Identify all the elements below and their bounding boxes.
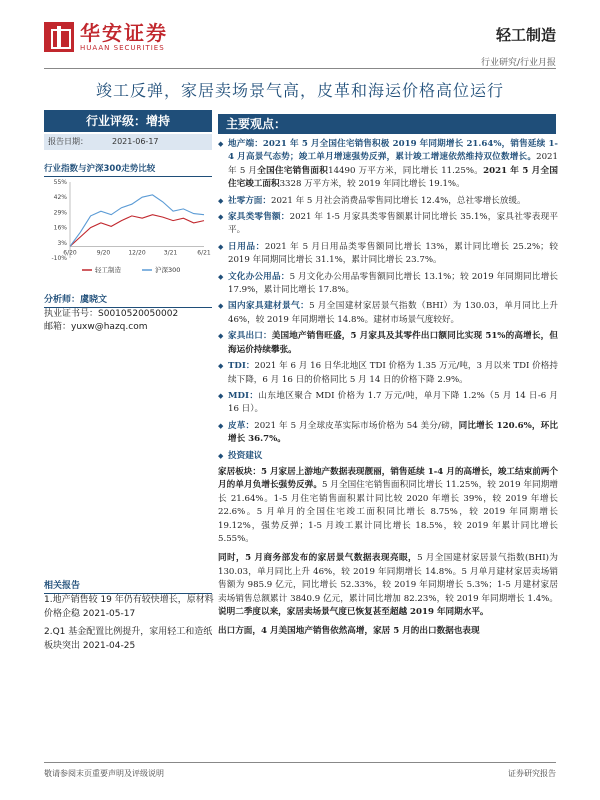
brand-logo [44, 22, 168, 52]
bullet-lead: 文化办公用品： [228, 271, 290, 282]
bullet-tdi [218, 360, 558, 387]
bullet-office-supplies [218, 271, 558, 298]
analyst-info [44, 308, 178, 334]
chart-title: 行业指数与沪深300走势比较 [44, 162, 212, 177]
bullet-text: 14490 万平方米，同比增长 11.25%。 [328, 165, 484, 176]
para-bold: 同时，5 月商务部发布的家居景气数据表现亮眼， [218, 553, 418, 564]
x-tick-label: 6/21 [197, 249, 211, 257]
bullet-text: 5 月全国建材家居景气指数（BHI）为 130.03，单月同比上升 46%，较 2019 年同期增长 14.8%。建材市场景气度较好。 [228, 301, 558, 325]
bullet-building-materials [218, 300, 558, 327]
logo-english: HUAAN SECURITIES [80, 44, 165, 52]
bullet-retail [218, 195, 558, 208]
x-tick-label: 12/20 [128, 249, 146, 257]
bullet-text: 2021 年 5 月全球皮革实际市场价格为 54 美分/磅， [254, 420, 459, 431]
key-points-heading: 主要观点： [218, 114, 556, 134]
report-type: 行业研究/行业月报 [480, 58, 556, 68]
bullet-lead: 社零方面： [228, 195, 271, 206]
bullet-investment-advice [218, 450, 558, 463]
bullet-text: 3328 万平方米，较 2019 年同比增长 19.1%。 [279, 179, 465, 190]
y-tick-label: 29% [53, 209, 67, 217]
bullet-furniture-retail [218, 211, 558, 238]
bullet-lead: 地产端：2021 年 5 月全国住宅销售积极 2019 年同期增长 21.64%，销售延续 1-4 月高景气态势；竣工单月增速强势反弹，累计竣工增速依然维持双位数增长。 [228, 139, 558, 163]
paragraph-home [218, 466, 558, 546]
bullet-text: 2021 年 5 月 [228, 152, 558, 176]
bullet-lead: MDI： [228, 390, 259, 401]
bullet-lead: TDI： [228, 361, 255, 372]
seal-icon [44, 22, 74, 52]
bullet-lead: 日用品： [228, 241, 265, 252]
bullet-text: 2021 年 5 月日用品类零售额同比增长 13%，累计同比增长 25.2%；较 2019 年同期同比增长 31.1%，累计同比增长 23.7%。 [228, 241, 558, 266]
related-reports-list [44, 593, 214, 653]
para-bold: 说明二季度以来，家居卖场景气度已恢复甚至超越 2019 年同期水平。 [218, 607, 489, 617]
index-comparison-chart [44, 178, 212, 278]
bullet-lead: 家具类零售额： [228, 212, 290, 223]
date-label: 报告日期： [48, 137, 88, 146]
industry-rating: 行业评级：增持 [44, 110, 212, 132]
bullet-text: 2021 年 1-5 月家具类零售额累计同比增长 35.1%，家具社零表现平平。 [228, 212, 558, 236]
email-address[interactable]: yuxw@hazq.com [71, 322, 148, 332]
y-tick-label: 3% [57, 239, 67, 247]
bullet-lead: 皮革： [228, 420, 255, 431]
email-label: 邮箱： [44, 322, 72, 332]
series-line-1 [70, 195, 204, 246]
bullet-lead: 投资建议 [228, 450, 263, 461]
header-divider [44, 68, 556, 69]
date-value: 2021-06-17 [112, 137, 159, 146]
x-tick-label: 6/20 [63, 249, 77, 257]
bullet-lead: 家具出口： [228, 331, 272, 342]
footer-label: 证券研究报告 [508, 769, 556, 778]
para-text: 5 月全国建材家居景气指数(BHI)为 130.03，单月同比上升 46%，较 2019 年同期增长 14.8%。5 月单月建材家居卖场销售额为 985.9 亿元，同比增长 52.33%，较 2019 年同期增长 5.3%；1-5 月建材家居卖场销售总额累计 3840.9 亿元，累计同比增加 82.23%，较 2019 年同期增长 1.4%。 [218, 553, 558, 604]
y-tick-label: -10% [51, 255, 67, 262]
logo-name: 华安证券 [80, 21, 168, 45]
bullet-text: 2021 年 6 月 16 日华北地区 TDI 价格为 1.35 万元/吨，3 月以来 TDI 价格持续下降，6 月 16 日的价格同比 5 月 14 日的价格下降 2.9%。 [228, 361, 558, 385]
x-tick-label: 3/21 [163, 249, 178, 257]
legend-label: 沪深300 [155, 266, 181, 274]
y-tick-label: 42% [53, 194, 67, 202]
bullet-bold: 美国地产销售旺盛，5 月家具及其零件出口额同比实现 51%的高增长，但海运价持续攀张。 [228, 331, 558, 355]
paragraph-export [218, 625, 558, 638]
bullet-lead: 国内家具建材景气： [228, 301, 310, 312]
cert-label: 执业证书号： [44, 309, 99, 319]
bullet-property [218, 138, 558, 192]
bullet-text: 5 月文化办公用品零售额同比增长 13.1%；较 2019 年同期同比增长 17.9%，累计同比增长 17.8%。 [228, 271, 558, 296]
y-tick-label: 55% [53, 179, 67, 186]
bullet-daily-goods [218, 241, 558, 268]
footer-divider [44, 762, 556, 763]
bullet-text: 2021 年 5 月社会消费品零售同比增长 12.4%，总社零增长放缓。 [270, 195, 526, 206]
para-bold: 出口方面，4 月美国地产销售依然高增，家居 5 月的出口数据也表现 [218, 626, 480, 637]
x-tick-label: 9/20 [96, 249, 111, 257]
key-points-body [218, 138, 558, 642]
footer-disclaimer[interactable]: 敬请参阅末页重要声明及评级说明 [44, 769, 164, 778]
related-report-item[interactable]: 1.地产销售较 19 年仍有较快增长，原材料价格企稳 2021-05-17 [44, 595, 214, 619]
bullet-bold: 2021 年 5 月全国住宅竣工面积 [228, 165, 558, 190]
para-bold: 家居板块：5 月家居上游地产数据表现靓丽，销售延续 1-4 月的高增长，竣工结束前两个月的单月负增长强势反弹。 [218, 466, 558, 491]
report-title: 竣工反弹，家居卖场景气高，皮革和海运价格高位运行 [95, 81, 504, 100]
para-text: 5 月全国住宅销售面积同比增长 11.25%，较 2019 年同期增长 21.64%。1-5 月住宅销售面积累计同比较 2020 年增长 39%，较 2019 年增长 22.6%。5 月单月的全国住宅竣工面积同比增长 8.75%，较 2019 年同期增长 19.12%，强势反弹；1-5 月竣工累计同比增长 18.5%，较 2019 年累计同比增长 5.55%。 [218, 480, 558, 544]
related-report-item[interactable]: 2.Q1 基金配置比例提升，家用轻工和造纸板块突出 2021-04-25 [44, 627, 213, 651]
paragraph-bhi [218, 552, 558, 619]
industry-name: 轻工制造 [495, 26, 556, 44]
bullet-bold: 全国住宅销售面积 [257, 165, 329, 176]
analyst-name: 分析师：虞晓文 [44, 292, 212, 308]
bullet-bold: 同比增长 120.6%，环比增长 36.7%。 [228, 420, 558, 445]
series-line-0 [70, 215, 204, 247]
bullet-mdi [218, 390, 558, 417]
chart-svg [44, 178, 212, 278]
report-date [44, 134, 212, 150]
bullet-leather [218, 420, 558, 447]
y-tick-label: 16% [53, 224, 67, 232]
legend-label: 轻工制造 [95, 266, 121, 274]
cert-number: S0010520050002 [98, 309, 179, 319]
bullet-text: 山东地区聚合 MDI 价格为 1.7 万元/吨，单月下降 1.2%（5 月 14 日-6 月 16 日）。 [228, 390, 558, 415]
related-reports-label: 相关报告 [44, 578, 212, 594]
bullet-furniture-export [218, 330, 558, 357]
